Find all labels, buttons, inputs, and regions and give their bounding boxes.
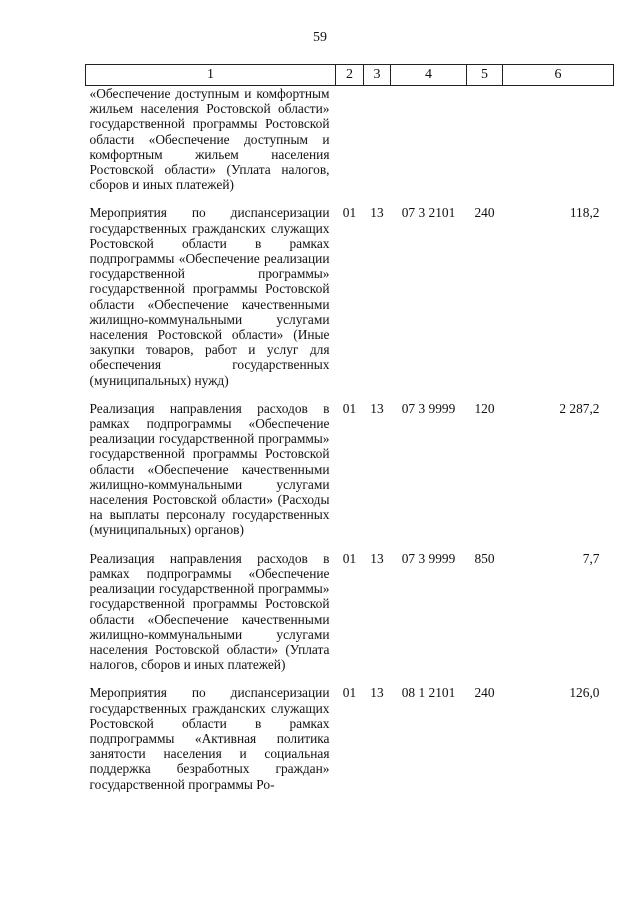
row-amount: 118,2 [569, 205, 600, 221]
row-amount [503, 86, 614, 206]
row-amount: 7,7 [582, 550, 600, 566]
row-name: Мероприятия по диспансеризации государственных гражданских служащих Ростовской области в рамках подпрограммы «Активная политика занятости населения и социальная поддержка безработных граждан» государственной программы Ро- [89, 685, 330, 792]
page-number: 59 [313, 30, 327, 45]
row-section: 01 [342, 400, 357, 416]
row-target-article [391, 86, 467, 206]
row-section: 01 [342, 550, 357, 566]
row-target-article: 07 3 2101 [401, 205, 456, 221]
row-subsection [364, 86, 391, 206]
row-subsection: 13 [370, 685, 384, 701]
table-row [86, 86, 614, 206]
row-expense-type: 240 [474, 685, 495, 701]
table-row [86, 205, 614, 400]
table-row [86, 551, 614, 686]
header-col-3: 3 [364, 65, 391, 86]
table-row [86, 685, 614, 804]
header-col-1: 1 [86, 65, 336, 86]
row-section: 01 [342, 205, 357, 221]
row-expense-type [467, 86, 503, 206]
table-header [86, 65, 614, 86]
row-name: Мероприятия по диспансеризации государственных гражданских служащих Ростовской области в рамках подпрограммы «Обеспечение реализации государственной программы» государственной программы Ростовской области «Обеспечение качественными жилищно-коммунальными услугами населения Ростовской области» (Иные закупки товаров, работ и услуг для обеспечения государственных (муниципальных) нужд) [89, 205, 330, 388]
row-expense-type: 120 [474, 400, 495, 416]
row-target-article: 07 3 9999 [401, 550, 456, 566]
row-subsection: 13 [370, 205, 384, 221]
header-col-2: 2 [336, 65, 364, 86]
row-target-article: 07 3 9999 [401, 400, 456, 416]
row-name: Реализация направления расходов в рамках подпрограммы «Обеспечение реализации государственной программы» государственной программы Ростовской области «Обеспечение качественными жилищно-коммунальными услугами населения Ростовской области» (Расходы на выплаты персоналу государственных (муниципальных) органов) [89, 400, 330, 538]
budget-table [85, 64, 614, 805]
row-expense-type: 850 [474, 550, 495, 566]
row-amount: 2 287,2 [559, 400, 600, 416]
header-col-4: 4 [391, 65, 467, 86]
row-section [336, 86, 364, 206]
row-name: Реализация направления расходов в рамках подпрограммы «Обеспечение реализации государственной программы» государственной программы Ростовской области «Обеспечение качественными жилищно-коммунальными услугами населения Ростовской области» (Уплата налогов, сборов и иных платежей) [89, 550, 330, 673]
header-col-5: 5 [467, 65, 503, 86]
row-name: «Обеспечение доступным и комфортным жильем населения Ростовской области» государственной программы Ростовской области «Обеспечение доступным и комфортным жильем населения Ростовской области» (Уплата налогов, сборов и иных платежей) [89, 86, 330, 193]
row-subsection: 13 [370, 550, 384, 566]
row-expense-type: 240 [474, 205, 495, 221]
table-row [86, 401, 614, 551]
row-subsection: 13 [370, 400, 384, 416]
row-target-article: 08 1 2101 [401, 685, 456, 701]
header-col-6: 6 [503, 65, 614, 86]
row-amount: 126,0 [569, 685, 600, 701]
row-section: 01 [342, 685, 357, 701]
